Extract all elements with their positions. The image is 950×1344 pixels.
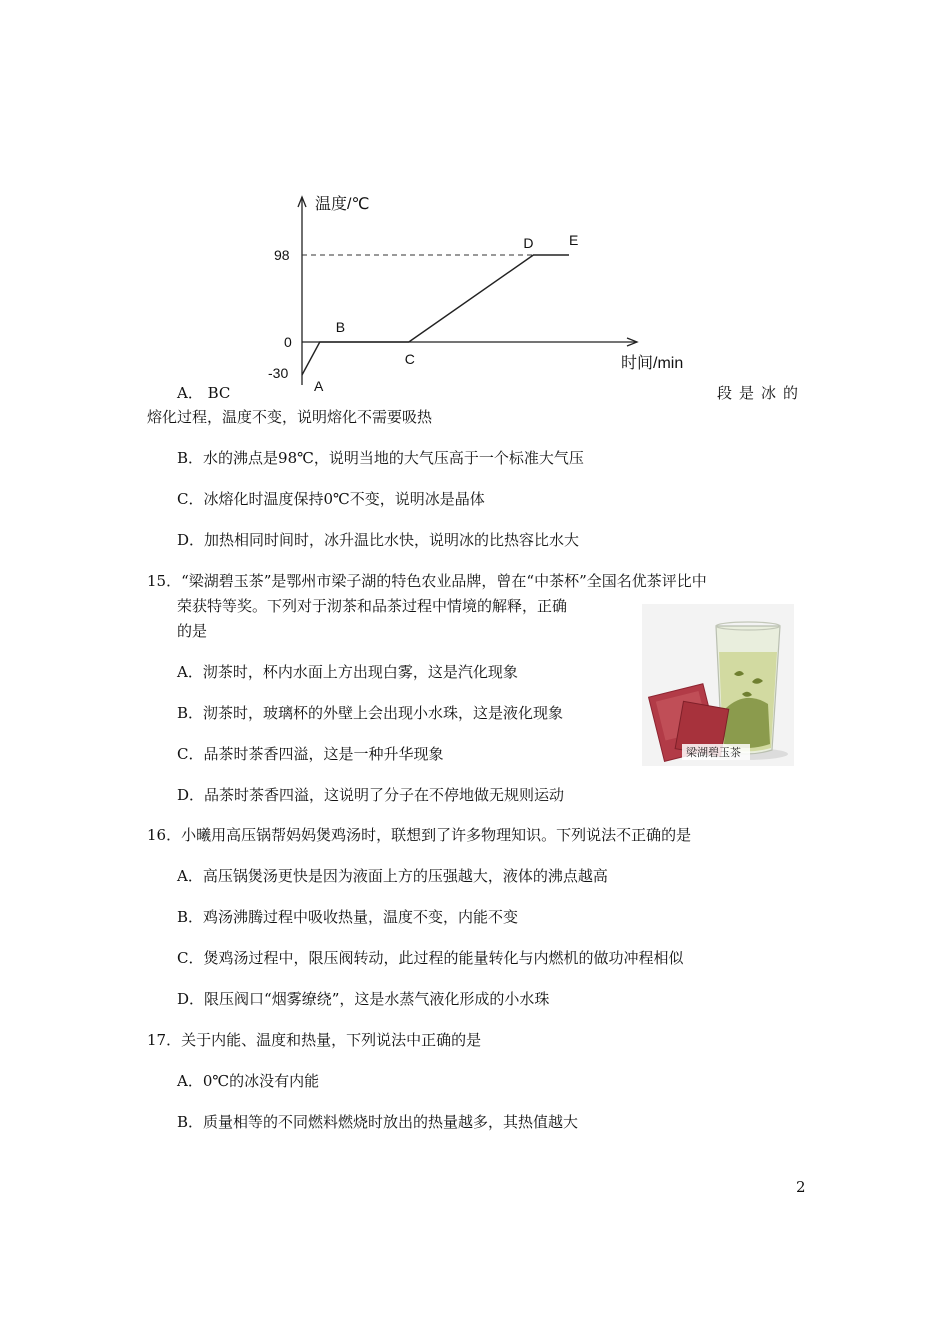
q14-option-a-tail: 段是冰的 (716, 384, 805, 402)
q15-option-a: A．沏茶时，杯内水面上方出现白雾，这是汽化现象 (177, 663, 518, 681)
point-label-b: B (335, 319, 346, 335)
q16-stem: 16．小曦用高压锅帮妈妈煲鸡汤时，联想到了许多物理知识。下列说法不正确的是 (147, 826, 692, 844)
tea-photo-caption: 梁湖碧玉茶 (686, 746, 741, 759)
q16-option-b: B．鸡汤沸腾过程中吸收热量，温度不变，内能不变 (177, 908, 519, 926)
point-label-c: C (404, 351, 415, 367)
q16-option-c: C．煲鸡汤过程中，限压阀转动，此过程的能量转化与内燃机的做功冲程相似 (177, 949, 684, 967)
temperature-curve (302, 255, 569, 375)
point-label-a: A (314, 378, 324, 394)
page-number: 2 (796, 1178, 806, 1196)
q14-option-c: C．冰熔化时温度保持0℃不变，说明冰是晶体 (177, 490, 485, 508)
q17-option-b: B．质量相等的不同燃料燃烧时放出的热量越多，其热值越大 (177, 1113, 579, 1131)
q16-option-a: A．高压锅煲汤更快是因为液面上方的压强越大，液体的沸点越高 (177, 867, 608, 885)
temperature-time-chart (265, 185, 735, 395)
y-tick-98: 98 (274, 247, 290, 263)
tea-glass-illustration (642, 604, 794, 766)
q14-option-a-cont: 熔化过程，温度不变，说明熔化不需要吸热 (147, 408, 433, 426)
y-tick-minus30: -30 (268, 365, 289, 381)
y-tick-0: 0 (284, 334, 292, 350)
q17-option-a: A．0℃的冰没有内能 (177, 1072, 320, 1090)
q15-stem-line2: 荣获特等奖。下列对于沏茶和品茶过程中情境的解释，正确 (177, 597, 568, 615)
x-axis-label: 时间/min (621, 355, 684, 372)
q14-option-b: B．水的沸点是98℃，说明当地的大气压高于一个标准大气压 (177, 449, 584, 467)
y-axis-label: 温度/℃ (315, 196, 370, 213)
q16-option-d: D．限压阀口“烟雾缭绕”，这是水蒸气液化形成的小水珠 (177, 990, 550, 1008)
q14-option-a-row (177, 383, 805, 403)
q15-option-b: B．沏茶时，玻璃杯的外壁上会出现小水珠，这是液化现象 (177, 704, 564, 722)
q15-stem-line3: 的是 (177, 622, 208, 640)
q15-option-d: D．品茶时茶香四溢，这说明了分子在不停地做无规则运动 (177, 786, 565, 804)
q14-option-a-label: A． BC (177, 384, 231, 402)
q15-stem-line1: 15．“梁湖碧玉茶”是鄂州市梁子湖的特色农业品牌，曾在“中茶杯”全国名优茶评比中 (147, 572, 707, 590)
q14-option-d: D．加热相同时间时，冰升温比水快，说明冰的比热容比水大 (177, 531, 580, 549)
q17-stem: 17．关于内能、温度和热量，下列说法中正确的是 (147, 1031, 482, 1049)
point-labels (314, 232, 578, 394)
point-label-e: E (569, 232, 579, 248)
point-label-d: D (523, 235, 534, 251)
tea-photo (642, 604, 794, 766)
q15-option-c: C．品茶时茶香四溢，这是一种升华现象 (177, 745, 444, 763)
